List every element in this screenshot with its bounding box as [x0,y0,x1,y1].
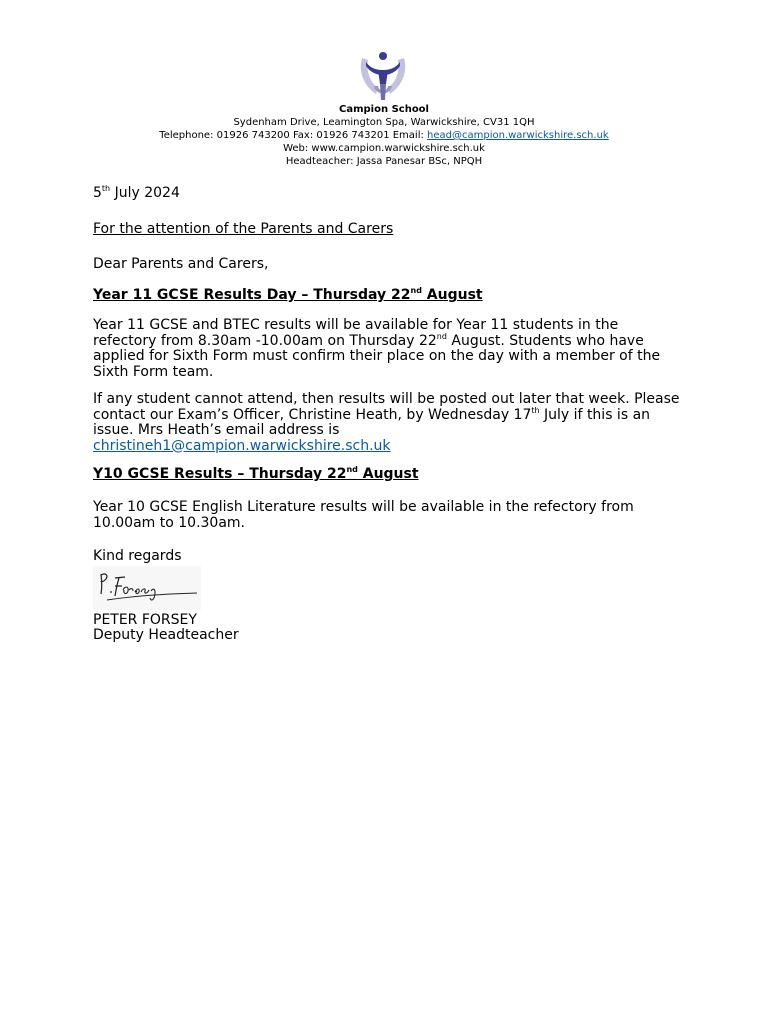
paragraph-year10-results: Year 10 GCSE English Literature results will be available in the refectory from 10.00am to 10.30am. [93,499,634,531]
phone-fax-text: Telephone: 01926 743200 Fax: 01926 743201 Email: [159,130,428,141]
signer-title: Deputy Headteacher [93,627,239,643]
letterhead [0,103,768,168]
school-headteacher: Headteacher: Jassa Panesar BSc, NPQH [285,156,483,167]
school-address: Sydenham Drive, Leamington Spa, Warwickshire, CV31 1QH [233,117,535,128]
signer-name: PETER FORSEY [93,612,197,628]
school-logo-icon [356,50,410,102]
salutation: Dear Parents and Carers, [93,256,269,272]
school-contact-line [0,129,768,142]
head-email-link[interactable]: head@campion.warwickshire.sch.uk [427,130,609,141]
paragraph-exam-officer: If any student cannot attend, then results will be posted out later that week. Please contact our Exam’s Officer, Christine Heath, by Wednesday 17th July if this is an issue. Mrs Heath’s email address is christineh1@campion.warwickshire.sch.uk [93,391,680,454]
letter-date: 5th July 2024 [93,184,180,201]
school-website: Web: www.campion.warwickshire.sch.uk [283,143,485,154]
section-heading-year10: Y10 GCSE Results – Thursday 22nd August [93,465,419,482]
section-heading-year11: Year 11 GCSE Results Day – Thursday 22nd August [93,286,483,303]
attention-line: For the attention of the Parents and Carers [93,221,394,237]
signature-icon [93,566,201,610]
closing-line: Kind regards [93,548,182,564]
paragraph-year11-results: Year 11 GCSE and BTEC results will be available for Year 11 students in the refectory from 8.30am -10.00am on Thursday 22nd August. Students who have applied for Sixth Form must confirm their place on the day with a member of the Sixth Form team. [93,317,661,380]
school-name: Campion School [339,104,429,115]
exam-officer-email-link[interactable]: christineh1@campion.warwickshire.sch.uk [93,437,391,454]
